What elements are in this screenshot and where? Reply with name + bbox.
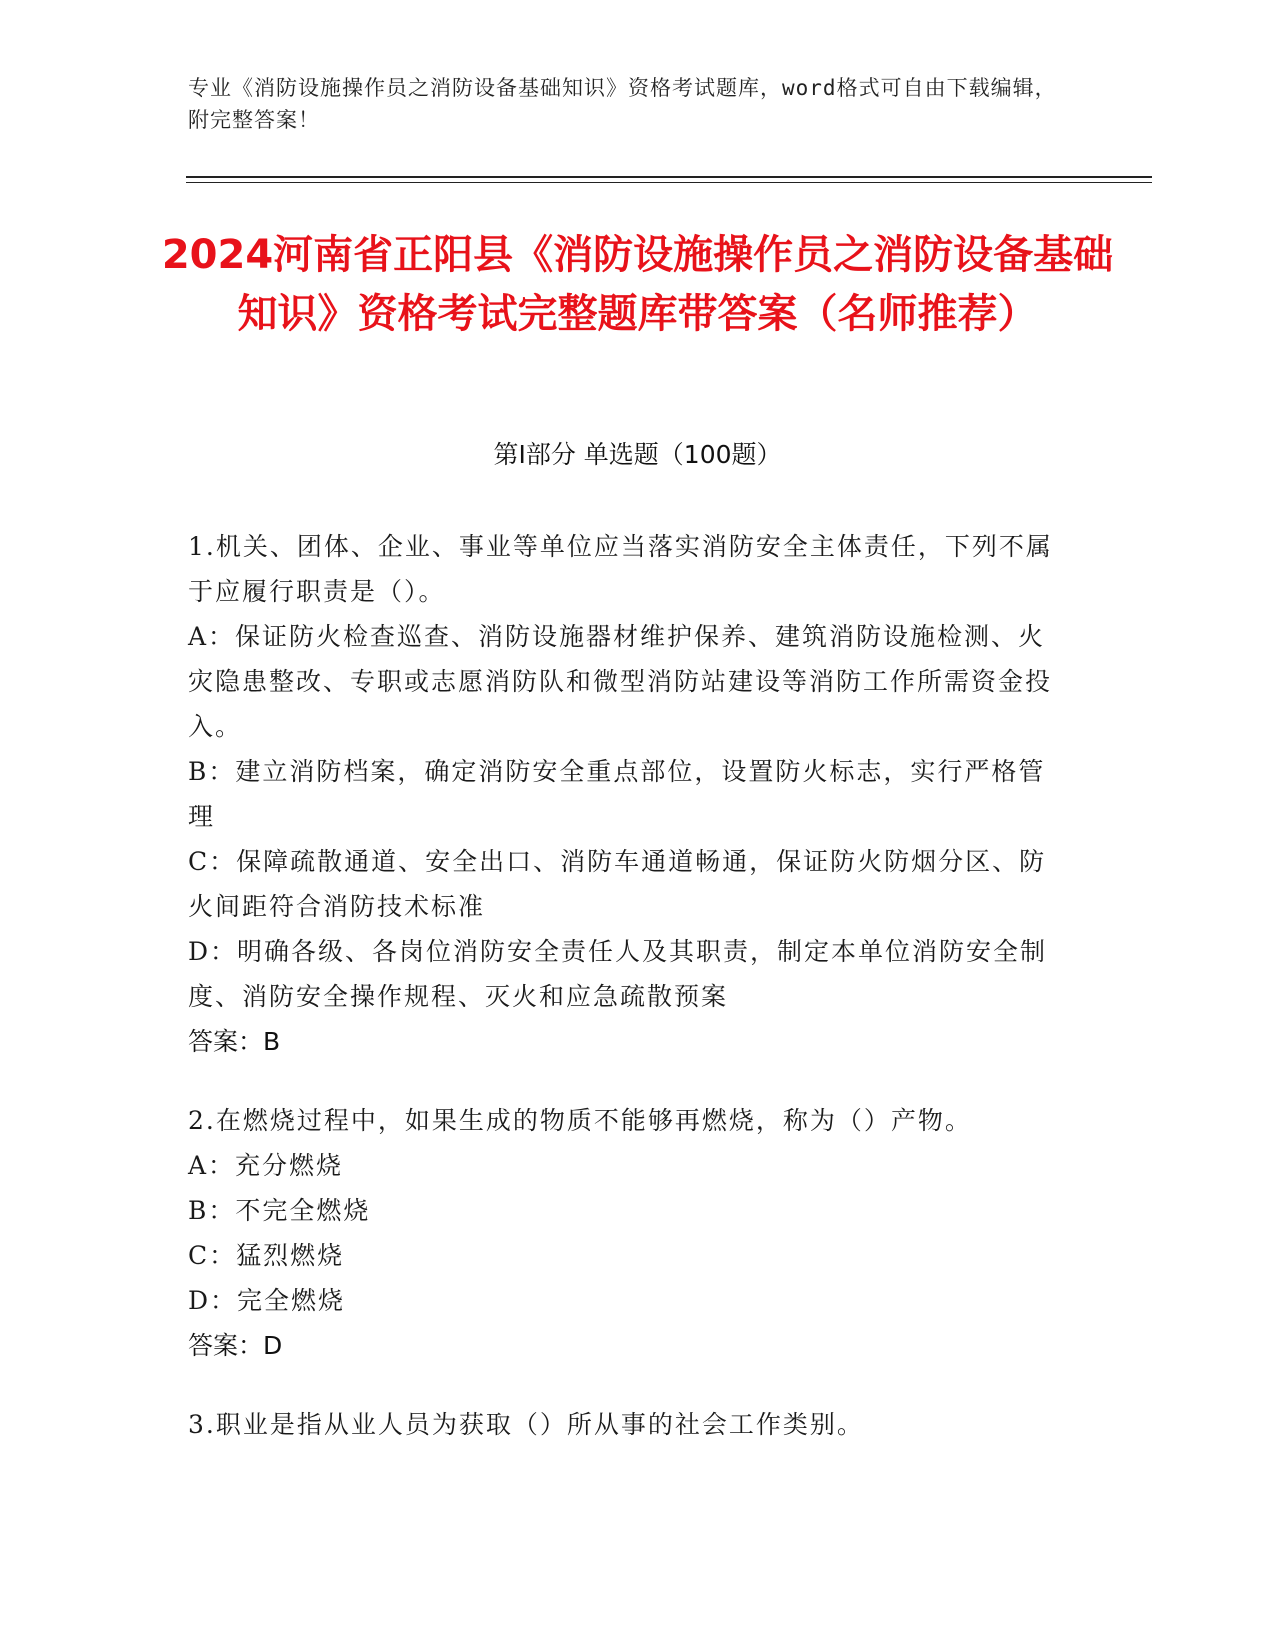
document-title: 2024河南省正阳县《消防设施操作员之消防设备基础知识》资格考试完整题库带答案（名师推荐） — [161, 232, 1114, 337]
header-divider-thick — [186, 176, 1152, 178]
option-a: A：充分燃烧 — [188, 1151, 344, 1180]
option-b: B：建立消防档案，确定消防安全重点部位，设置防火标志，实行严格管理 — [188, 757, 1046, 831]
header-divider-thin — [186, 182, 1152, 183]
question-item — [188, 1098, 1068, 1368]
question-stem: 1.机关、团体、企业、事业等单位应当落实消防安全主体责任，下列不属于应履行职责是（）。 — [188, 532, 1053, 606]
option-c: C：保障疏散通道、安全出口、消防车通道畅通，保证防火防烟分区、防火间距符合消防技术标准 — [188, 847, 1047, 921]
option-a: A：保证防火检查巡查、消防设施器材维护保养、建筑消防设施检测、火灾隐患整改、专职或志愿消防队和微型消防站建设等消防工作所需资金投入。 — [188, 622, 1053, 741]
question-answer: 答案：B — [188, 1027, 281, 1056]
question-stem: 2.在燃烧过程中，如果生成的物质不能够再燃烧，称为（）产物。 — [188, 1106, 972, 1135]
section-title: 第Ⅰ部分 单选题（100题） — [493, 440, 782, 469]
question-answer: 答案：D — [188, 1331, 283, 1360]
header-note: 专业《消防设施操作员之消防设备基础知识》资格考试题库，word格式可自由下载编辑，附完整答案！ — [188, 76, 1057, 132]
question-stem: 3.职业是指从业人员为获取（）所从事的社会工作类别。 — [188, 1410, 864, 1439]
option-b: B：不完全燃烧 — [188, 1196, 371, 1225]
question-item — [188, 1402, 1068, 1447]
option-d: D：明确各级、各岗位消防安全责任人及其职责，制定本单位消防安全制度、消防安全操作规程、灭火和应急疏散预案 — [188, 937, 1048, 1011]
question-item — [188, 524, 1068, 1064]
option-d: D：完全燃烧 — [188, 1286, 346, 1315]
question-list — [188, 524, 1068, 1481]
option-c: C：猛烈燃烧 — [188, 1241, 345, 1270]
